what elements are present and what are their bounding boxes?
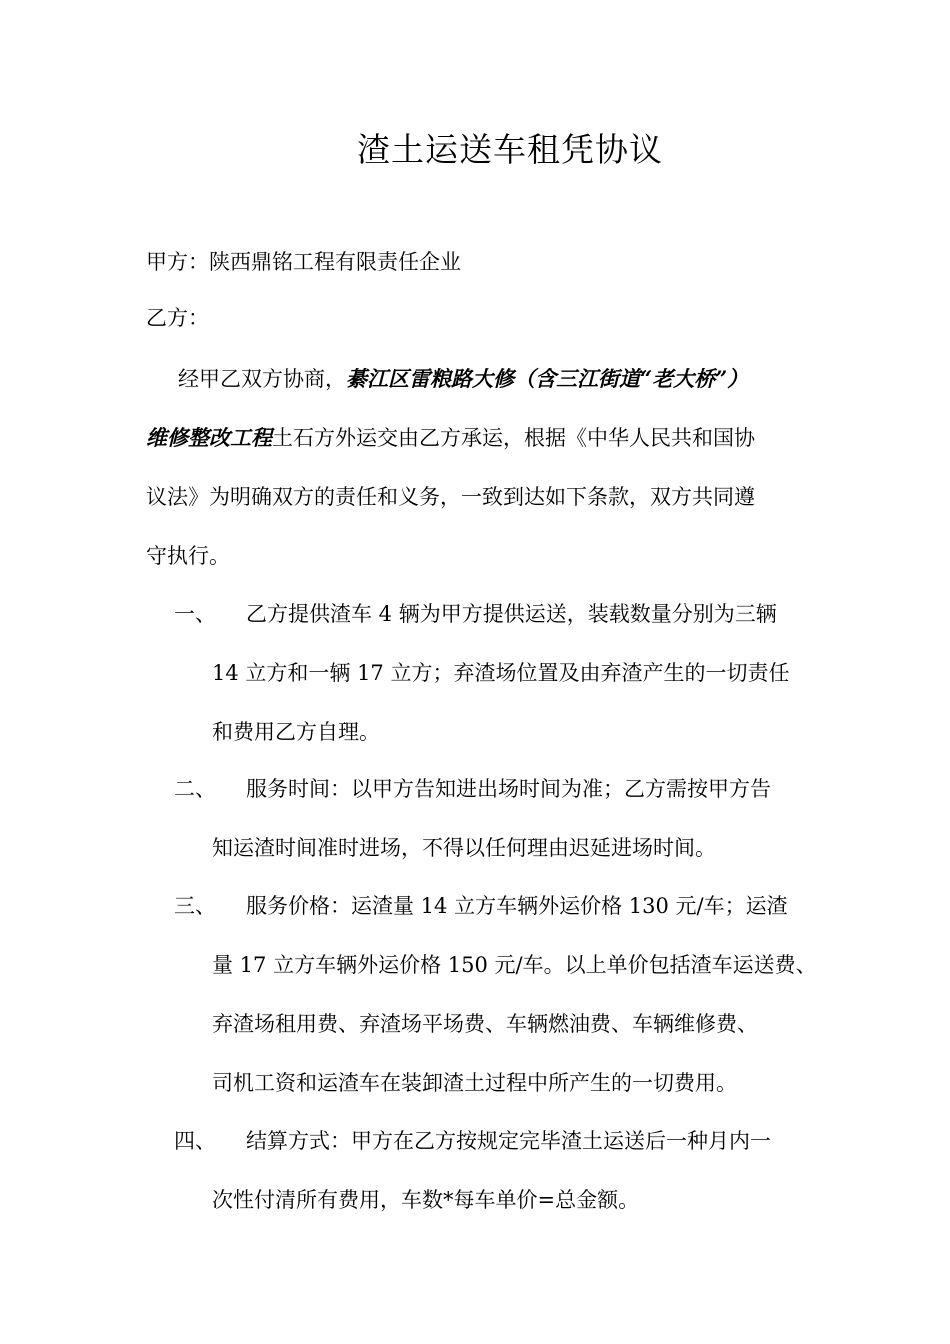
intro-line-1 — [178, 364, 748, 394]
party-a-line: 甲方：陕西鼎铭工程有限责任企业 — [146, 250, 461, 274]
intro-line-2-rest: 土石方外运交由乙方承运，根据《中华人民共和国协 — [272, 426, 755, 450]
clause-2-line-1: 服务时间：以甲方告知进出场时间为准；乙方需按甲方告 — [246, 777, 771, 801]
document-title: 渣土运送车租凭协议 — [357, 130, 663, 169]
intro-line-1-prefix: 经甲乙双方协商， — [178, 367, 346, 391]
clause-3-line-3: 弃渣场租用费、弃渣场平场费、车辆燃油费、车辆维修费、 — [212, 1012, 758, 1036]
clause-1-line-1: 乙方提供渣车 4 辆为甲方提供运送，装载数量分别为三辆 — [246, 602, 777, 626]
project-name-part-2: 维修整改工程 — [146, 425, 272, 450]
clause-3-line-1: 服务价格：运渣量 14 立方车辆外运价格 130 元/车；运渣 — [246, 894, 788, 918]
clause-4-line-2: 次性付清所有费用，车数*每车单价=总金额。 — [212, 1188, 640, 1212]
clause-4-number: 四、 — [174, 1129, 216, 1153]
project-name-part-1: 綦江区雷粮路大修（含三江街道“老大桥”） — [346, 366, 749, 391]
clause-3-line-2: 量 17 立方车辆外运价格 150 元/车。以上单价包括渣车运送费、 — [212, 953, 817, 977]
clause-1-line-3: 和费用乙方自理。 — [212, 720, 380, 744]
clause-2-line-2: 知运渣时间准时进场，不得以任何理由迟延进场时间。 — [212, 836, 716, 860]
clause-1-line-2: 14 立方和一辆 17 立方；弃渣场位置及由弃渣产生的一切责任 — [212, 661, 790, 685]
intro-line-4: 守执行。 — [146, 544, 230, 568]
intro-line-3: 议法》为明确双方的责任和义务，一致到达如下条款，双方共同遵 — [146, 485, 755, 509]
clause-2-number: 二、 — [174, 777, 216, 801]
clause-3-line-4: 司机工资和运渣车在装卸渣土过程中所产生的一切费用。 — [212, 1071, 737, 1095]
clause-1-number: 一、 — [174, 602, 216, 626]
party-b-line: 乙方： — [146, 306, 209, 330]
clause-4-line-1: 结算方式：甲方在乙方按规定完毕渣土运送后一种月内一 — [246, 1129, 771, 1153]
intro-line-2 — [146, 423, 755, 453]
clause-3-number: 三、 — [174, 894, 216, 918]
